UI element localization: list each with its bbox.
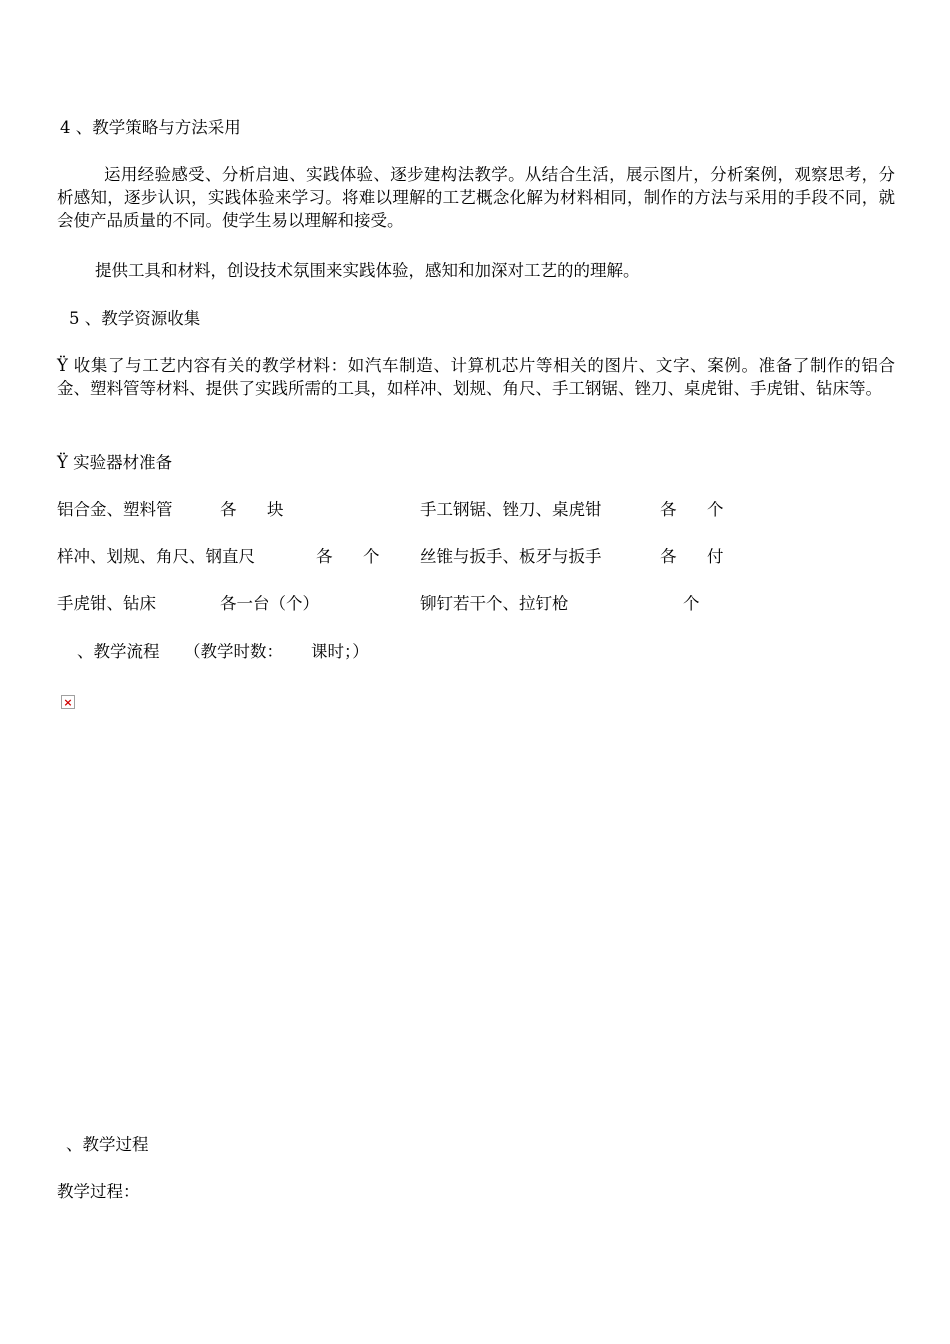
section4-paragraph-1: 运用经验感受、分析启迪、实践体验、逐步建构法教学。从结合生活，展示图片，分析案例，观察思考，分析感知，逐步认识，实践体验来学习。将难以理解的工艺概念化解为材料相同，制作的方法与采用的手段不同，就会使产品质量的不同。使学生易以理解和接受。 bbox=[57, 165, 895, 230]
process-label: 教学过程： bbox=[57, 1182, 140, 1201]
equipment-right-unit2: 个 bbox=[683, 594, 700, 613]
equipment-right-unit2: 付 bbox=[707, 547, 724, 566]
equipment-right-unit1: 各 bbox=[660, 500, 677, 519]
resource-bullet-2: Ÿ 实验器材准备 bbox=[57, 453, 173, 472]
flow-hours-label: （教学时数： bbox=[184, 642, 283, 661]
equipment-right-item: 铆钉若干个、拉钉枪 bbox=[420, 594, 569, 613]
equipment-left-item: 手虎钳、钻床 bbox=[57, 594, 156, 613]
flow-heading-text: 、教学流程 bbox=[77, 642, 160, 661]
process-heading: 、教学过程 bbox=[66, 1135, 149, 1154]
resource-bullet-1: Ÿ 收集了与工艺内容有关的教学材料：如汽车制造、计算机芯片等相关的图片、文字、案例。准备了制作的铝合金、塑料管等材料、提供了实践所需的工具，如样冲、划规、角尺、手工钢锯、锉刀、桌虎钳、手虎钳、钻床等。 bbox=[57, 356, 895, 398]
flow-hours-unit: 课时；） bbox=[311, 642, 369, 661]
equipment-left-unit1: 各 bbox=[316, 547, 333, 566]
broken-image-glyph: × bbox=[63, 695, 73, 709]
equipment-left-unit1: 各一台（个） bbox=[220, 594, 319, 613]
section4-heading: 4 、教学策略与方法采用 bbox=[60, 118, 241, 137]
section4-paragraph-2: 提供工具和材料，创设技术氛围来实践体验，感知和加深对工艺的的理解。 bbox=[95, 261, 640, 280]
equipment-right-item: 丝锥与扳手、板牙与扳手 bbox=[420, 547, 602, 566]
equipment-left-item: 铝合金、塑料管 bbox=[57, 500, 173, 519]
equipment-left-unit2: 个 bbox=[363, 547, 380, 566]
equipment-left-item: 样冲、划规、角尺、钢直尺 bbox=[57, 547, 255, 566]
equipment-right-unit1: 各 bbox=[660, 547, 677, 566]
equipment-right-item: 手工钢锯、锉刀、桌虎钳 bbox=[420, 500, 602, 519]
equipment-right-unit2: 个 bbox=[707, 500, 724, 519]
equipment-left-unit1: 各 bbox=[220, 500, 237, 519]
broken-image-icon bbox=[61, 695, 75, 709]
section5-heading: 5 、教学资源收集 bbox=[69, 309, 201, 328]
equipment-left-unit2: 块 bbox=[267, 500, 284, 519]
